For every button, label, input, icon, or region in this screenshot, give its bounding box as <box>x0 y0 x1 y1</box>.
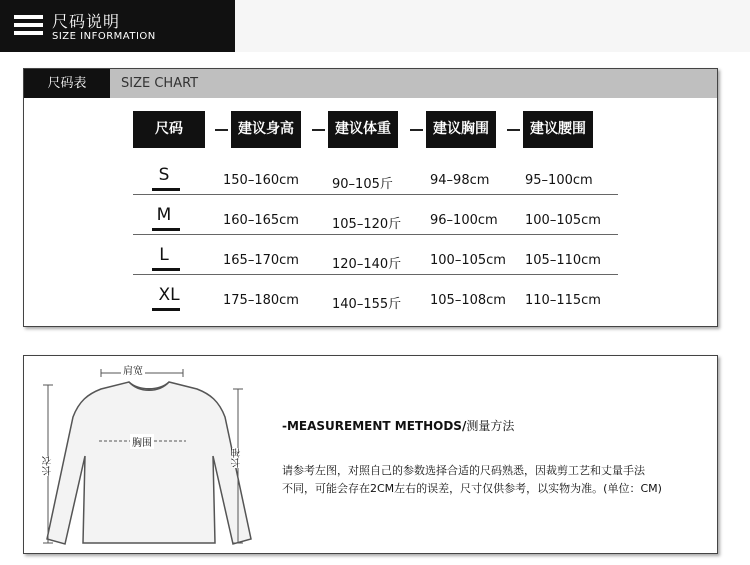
size-chart-label: SIZE CHART <box>121 76 199 91</box>
column-header-height: 建议身高 <box>231 111 301 148</box>
table-cell-weight: 105–120斤 <box>332 217 402 232</box>
measurement-title-en: -MEASUREMENT METHODS/ <box>282 419 467 433</box>
shoulder-label: 肩宽 <box>121 362 145 377</box>
size-chart-header <box>24 69 717 98</box>
measurement-note <box>282 462 662 498</box>
size-underline <box>152 228 180 231</box>
measurement-title <box>282 417 514 434</box>
size-label-m: M <box>156 205 172 225</box>
table-cell-weight: 90–105斤 <box>332 177 393 192</box>
table-cell-height: 175–180cm <box>223 293 299 308</box>
page-header <box>0 0 235 52</box>
size-underline <box>152 308 180 311</box>
table-cell-chest: 100–105cm <box>430 253 506 268</box>
table-cell-weight: 120–140斤 <box>332 257 402 272</box>
size-label-s: S <box>158 165 170 185</box>
column-header-chest: 建议胸围 <box>426 111 496 148</box>
header-dash <box>507 129 520 131</box>
size-underline <box>152 188 180 191</box>
header-strip <box>235 0 750 52</box>
size-label-l: L <box>159 245 169 265</box>
measurement-title-cn: 测量方法 <box>466 419 515 433</box>
size-chart-badge: 尺码表 <box>24 69 110 98</box>
column-header-size: 尺码 <box>133 111 205 148</box>
table-cell-weight: 140–155斤 <box>332 297 402 312</box>
table-cell-chest: 96–100cm <box>430 213 498 228</box>
table-cell-height: 160–165cm <box>223 213 299 228</box>
table-cell-height: 150–160cm <box>223 173 299 188</box>
header-dash <box>312 129 325 131</box>
row-separator <box>133 194 618 195</box>
header-dash <box>410 129 423 131</box>
table-cell-height: 165–170cm <box>223 253 299 268</box>
row-separator <box>133 234 618 235</box>
header-title: 尺码说明 <box>52 12 121 31</box>
length-label: 长衣 <box>43 456 54 476</box>
chest-label: 胸围 <box>130 434 154 449</box>
size-chart-panel <box>23 68 718 327</box>
measurement-panel <box>23 355 718 554</box>
column-header-weight: 建议体重 <box>328 111 398 148</box>
table-cell-chest: 94–98cm <box>430 173 490 188</box>
menu-lines-icon <box>14 15 43 35</box>
measurement-note-line: 不同，可能会存在2CM左右的误差，尺寸仅供参考，以实物为准。(单位：CM) <box>282 482 662 495</box>
shirt-diagram <box>34 361 264 551</box>
size-underline <box>152 268 180 271</box>
measurement-note-line: 请参考左图，对照自己的参数选择合适的尺码熟悉，因裁剪工艺和丈量手法 <box>282 464 645 477</box>
table-cell-waist: 100–105cm <box>525 213 601 228</box>
column-header-waist: 建议腰围 <box>523 111 593 148</box>
row-separator <box>133 274 618 275</box>
shirt-outline <box>47 382 251 544</box>
header-subtitle: SIZE INFORMATION <box>52 31 156 42</box>
table-cell-waist: 105–110cm <box>525 253 601 268</box>
table-cell-waist: 95–100cm <box>525 173 593 188</box>
sleeve-label: 长袖 <box>232 448 243 468</box>
table-cell-waist: 110–115cm <box>525 293 601 308</box>
table-cell-chest: 105–108cm <box>430 293 506 308</box>
header-dash <box>215 129 228 131</box>
size-label-xl: XL <box>158 285 180 305</box>
